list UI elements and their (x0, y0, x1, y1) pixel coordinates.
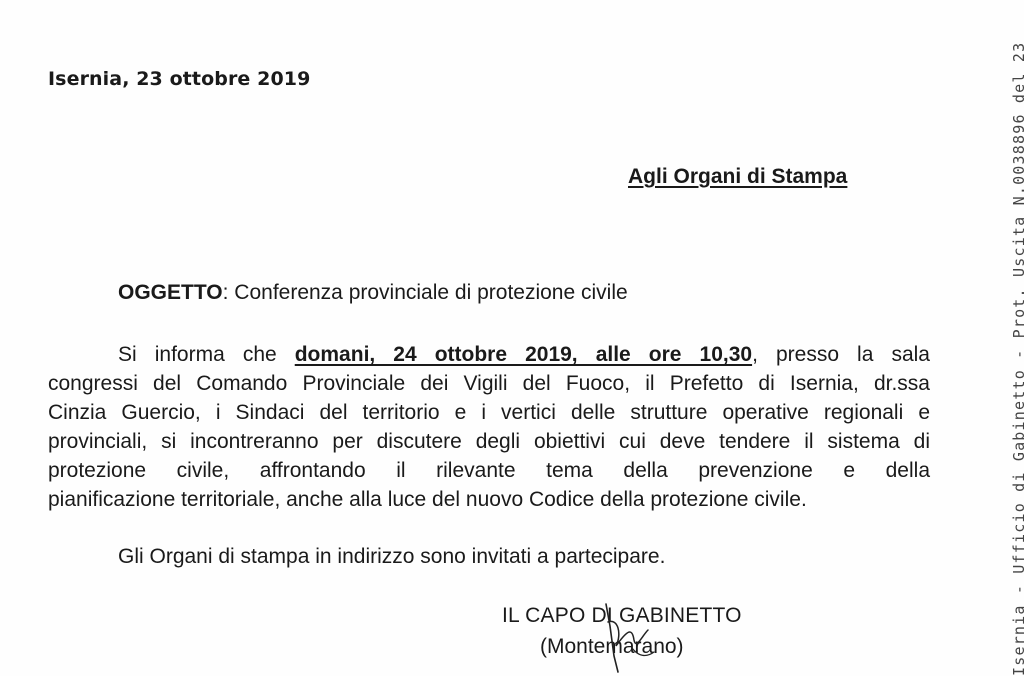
body-line: provinciali, si incontreranno per discutere degli obiettivi cui deve tendere il sistema di (48, 430, 930, 453)
body-line: Cinzia Guercio, i Sindaci del territorio e i vertici delle strutture operative regionali e (48, 401, 930, 424)
body-text-segment: Si informa che (118, 343, 295, 366)
subject-line (118, 281, 628, 305)
signatory-name: (Montemarano) (540, 635, 684, 658)
signatory-title: IL CAPO DI GABINETTO (502, 604, 742, 627)
body-paragraph (48, 340, 930, 514)
protocol-stamp: Isernia - Ufficio di Gabinetto - Prot. Uscita N.0038896 del 23 (1010, 41, 1028, 676)
recipient-heading: Agli Organi di Stampa (628, 165, 848, 188)
body-line (48, 340, 930, 369)
body-line: congressi del Comando Provinciale dei Vigili del Fuoco, il Prefetto di Isernia, dr.ssa (48, 372, 930, 395)
subject-label: OGGETTO (118, 281, 223, 304)
body-line: pianificazione territoriale, anche alla luce del nuovo Codice della protezione civile. (48, 488, 807, 511)
invitation-line: Gli Organi di stampa in indirizzo sono invitati a partecipare. (118, 545, 666, 568)
date-line: Isernia, 23 ottobre 2019 (48, 68, 311, 90)
body-line: protezione civile, affrontando il rilevante tema della prevenzione e della (48, 459, 930, 482)
meeting-date-emphasis: domani, 24 ottobre 2019, alle ore 10,30 (294, 343, 753, 366)
body-text-segment: , presso la sala (752, 343, 930, 366)
subject-text: : Conferenza provinciale di protezione civile (222, 281, 628, 304)
